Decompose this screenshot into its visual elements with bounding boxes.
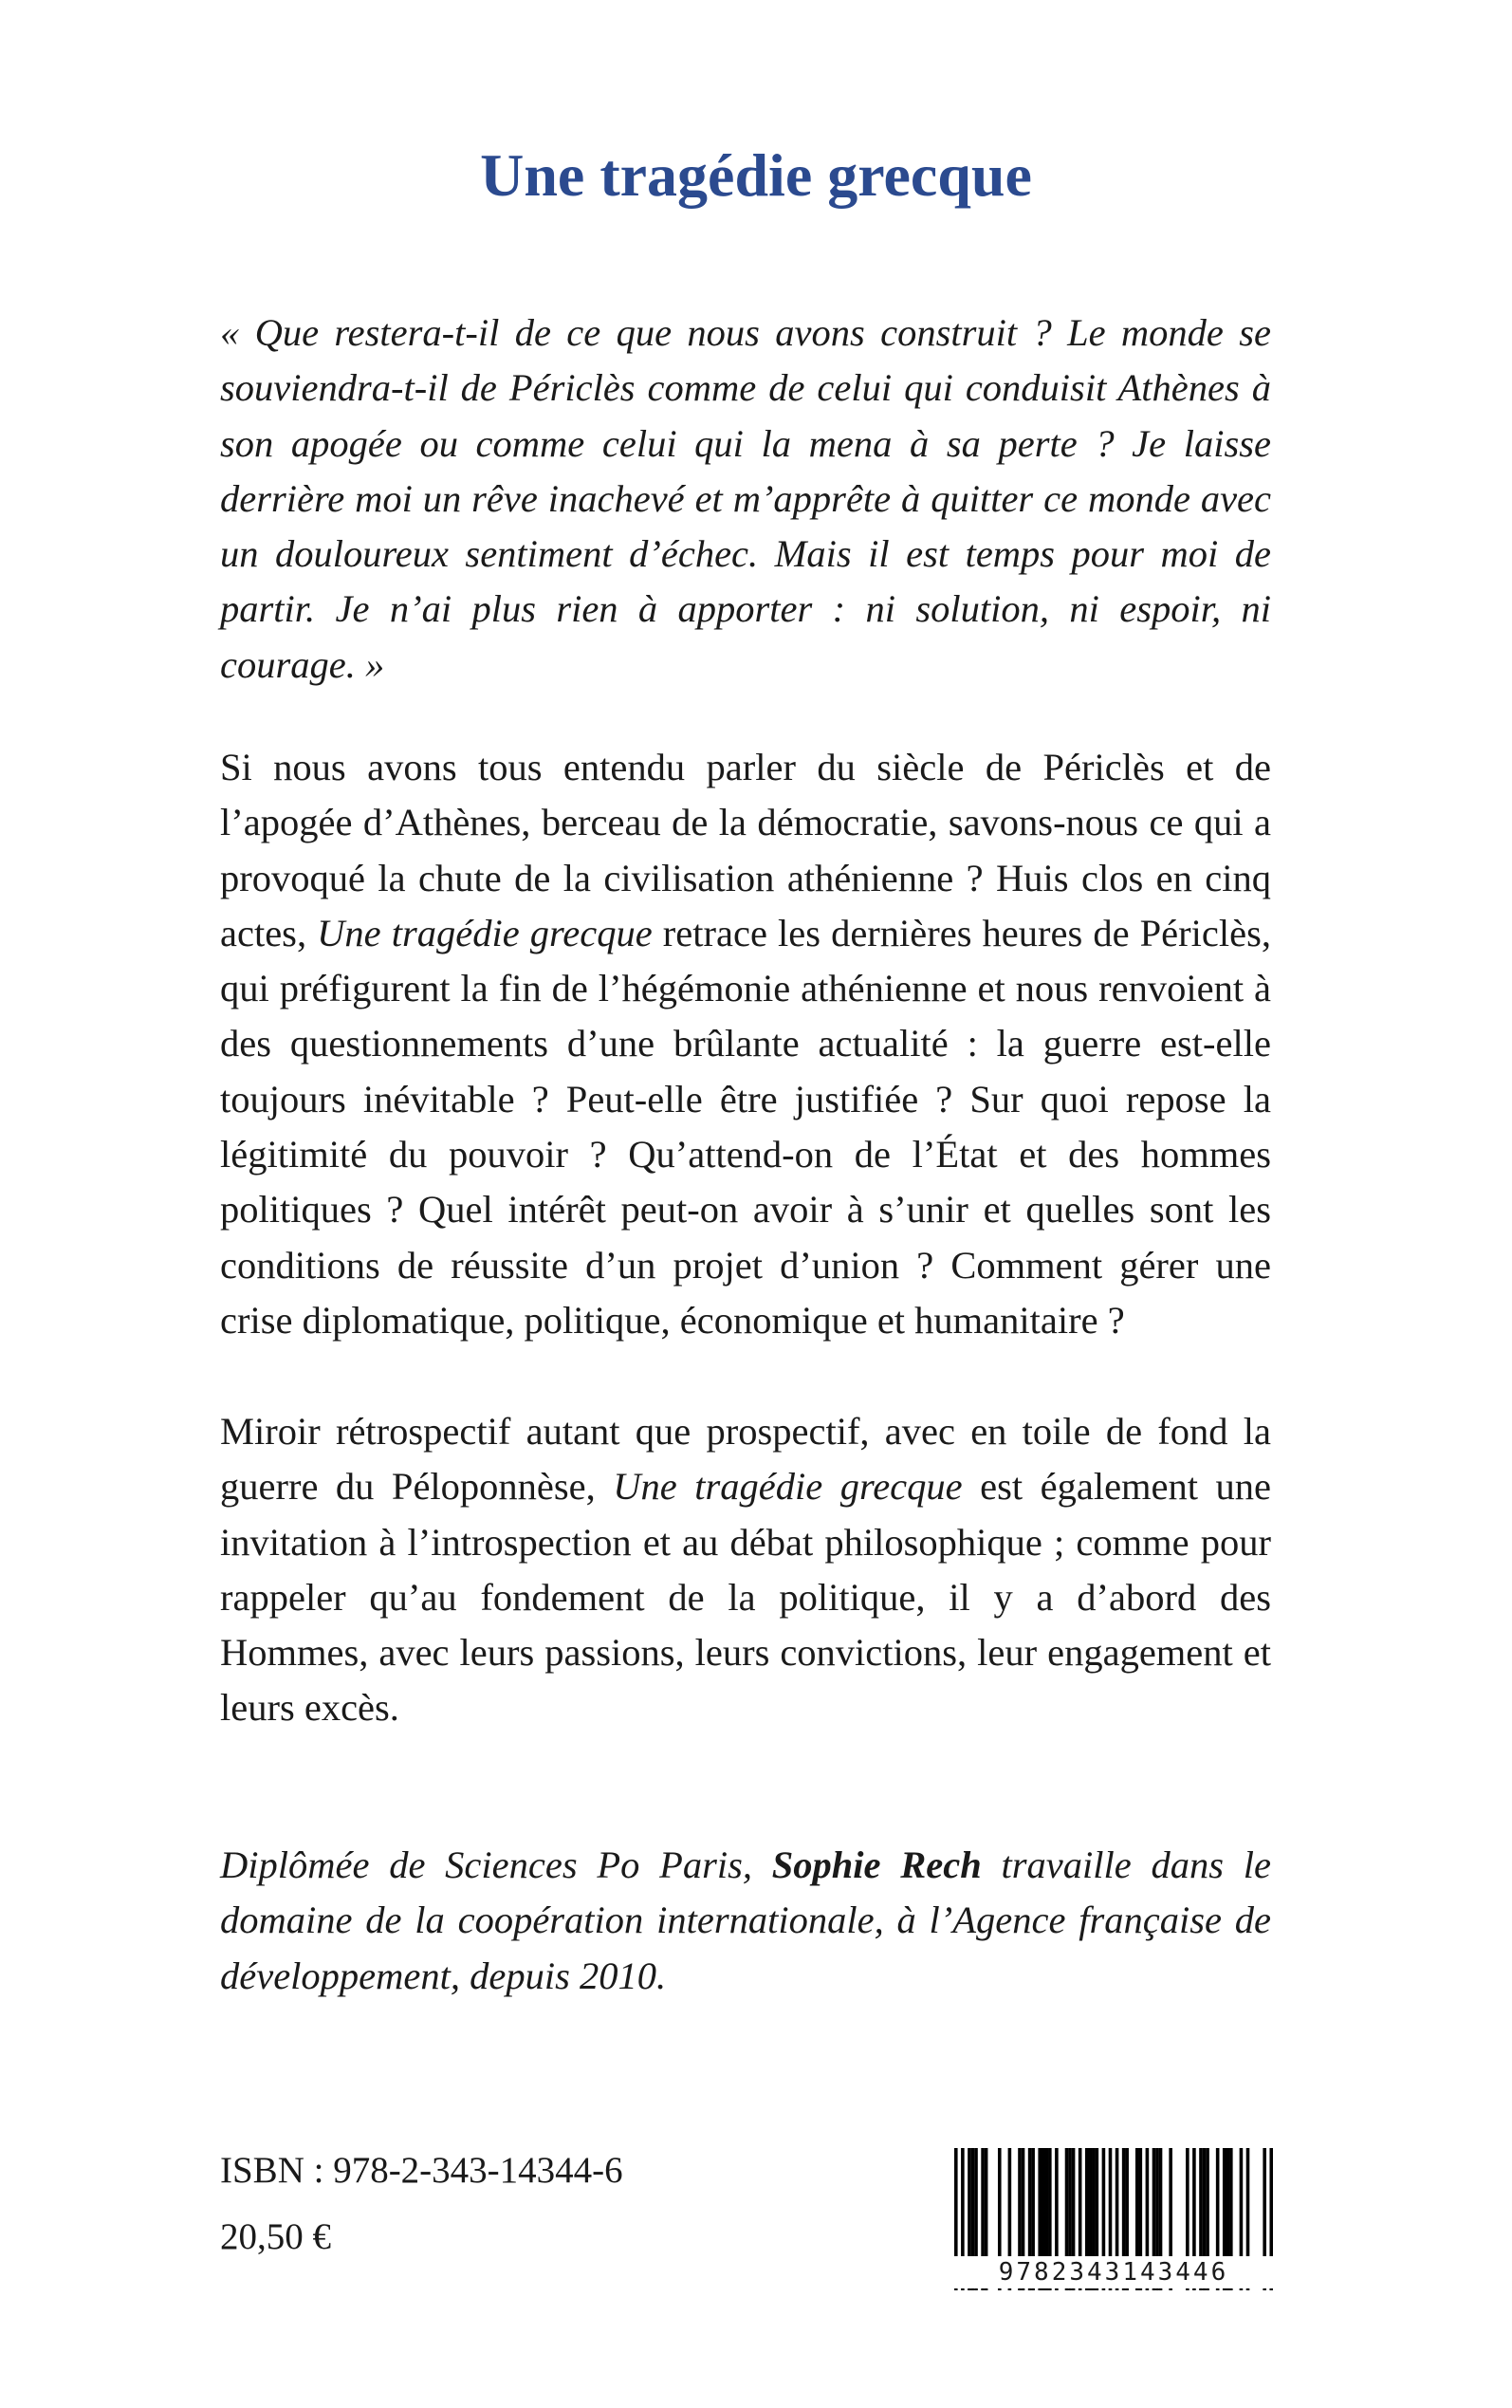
isbn-label: ISBN : 978-2-343-14344-6 — [220, 2150, 623, 2191]
summary-book-title: Une tragédie grecque — [613, 1465, 963, 1509]
price-label: 20,50 € — [220, 2216, 331, 2257]
book-title: Une tragédie grecque — [480, 141, 1032, 209]
author-bio — [220, 1838, 1271, 2004]
summary-text: Miroir rétrospectif autant que prospectif, avec en toile de fond la guerre du Péloponnèse, — [220, 1410, 1271, 1509]
summary-paragraph-1 — [220, 740, 1271, 1348]
author-bio-text: travaille dans le domaine de la coopération internationale, à l’Agence française de développement, depuis 2010. — [220, 1843, 1272, 1997]
author-bio-text: Diplômée de Sciences Po Paris, — [220, 1843, 772, 1886]
author-name: Sophie Rech — [771, 1843, 982, 1886]
excerpt-quote: « Que restera-t-il de ce que nous avons construit ? Le monde se souviendra-t-il de Périclès comme de celui qui conduisit Athènes à son apogée ou comme celui qui la mena à sa perte ? Je laisse derrière moi un rêve inachevé et m’apprête à quitter ce monde avec un douloureux sentiment d’échec. Mais il est temps pour moi de partir. Je n’ai plus rien à apporter : ni solution, ni espoir, ni courage. » — [220, 311, 1271, 686]
summary-text: Si nous avons tous entendu parler du siècle de Périclès et de l’apogée d’Athènes, berceau de la démocratie, savons-nous ce qui a provoqué la chute de la civilisation athénienne ? Huis clos en cinq actes, — [220, 746, 1271, 954]
summary-text: est également une invitation à l’introspection et au débat philosophique ; comme pour rappeler qu’au fondement de la politique, il y a d’abord des Hommes, avec leurs passions, leurs convictions, leur engagement et leurs excès. — [220, 1465, 1272, 1730]
summary-paragraph-2 — [220, 1404, 1271, 1736]
summary-text: retrace les dernières heures de Périclès, qui préfigurent la fin de l’hégémonie athénienne et nous renvoient à des questionnements d’une brûlante actualité : la guerre est-elle toujours inévitable ? Peut-elle être justifiée ? Sur quoi repose la légitimité du pouvoir ? Qu’attend-on de l’État et des hommes politiques ? Quel intérêt peut-on avoir à s’unir et quelles sont les conditions de réussite d’un projet d’union ? Comment gérer une crise diplomatique, politique, économique et humanitaire ? — [220, 911, 1271, 1342]
barcode-digits: 9782343143446 — [954, 2256, 1273, 2288]
summary-book-title: Une tragédie grecque — [317, 911, 653, 954]
